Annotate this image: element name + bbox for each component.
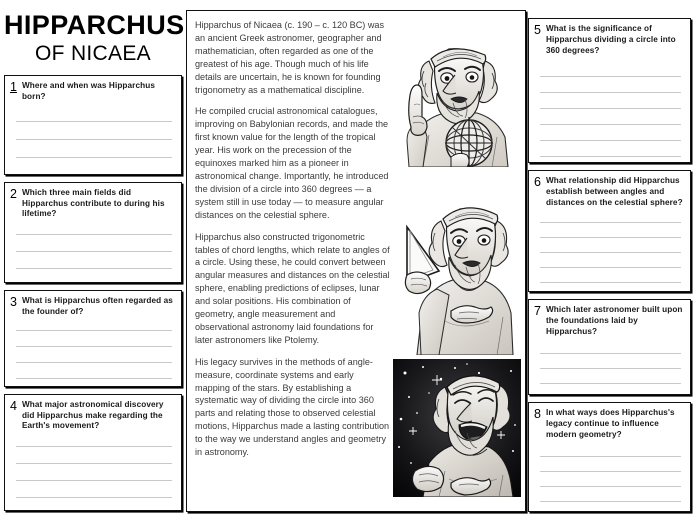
armillary-sphere-figure-icon [393, 17, 521, 167]
right-column [528, 6, 691, 514]
question-3-answer-lines[interactable] [10, 330, 174, 379]
answer-line[interactable] [16, 480, 172, 481]
question-7-text: Which later astronomer built upon the foundations laid by Hipparchus? [545, 305, 683, 336]
answer-line[interactable] [540, 471, 681, 472]
question-box-3[interactable] [4, 290, 182, 387]
question-2-answer-lines[interactable] [10, 234, 174, 283]
question-6-answer-lines[interactable] [534, 222, 683, 283]
answer-line[interactable] [16, 157, 172, 158]
answer-line[interactable] [540, 353, 681, 354]
illustration-astronomer-with-armillary-sphere [393, 17, 521, 167]
question-6-number: 6 [534, 175, 541, 189]
answer-line[interactable] [540, 108, 681, 109]
answer-line[interactable] [540, 501, 681, 502]
illustration-column [393, 17, 521, 501]
answer-line[interactable] [16, 139, 172, 140]
question-1-answer-lines[interactable] [10, 121, 174, 174]
answer-line[interactable] [540, 92, 681, 93]
answer-line[interactable] [540, 368, 681, 369]
title-subtitle: OF NICAEA [35, 41, 151, 65]
question-8-number: 8 [534, 407, 541, 421]
title-main: HIPPARCHUS [4, 10, 185, 40]
passage-paragraph-3: Hipparchus also constructed trigonometric tables of chord lengths, which relate to angles of a circle. Using these, he could convert between angular measures and distances on the celestial sphere, enabling predictions of eclipses, lunar and solar positions. His combination of geometry, angle measurement and observational astronomy laid foundations for later astronomers like Ptolemy. [195, 231, 390, 345]
question-3-text: What is Hipparchus often regarded as the founder of? [21, 295, 173, 316]
answer-line[interactable] [540, 267, 681, 268]
answer-line[interactable] [540, 237, 681, 238]
answer-line[interactable] [540, 282, 681, 283]
question-box-4[interactable] [4, 394, 182, 511]
answer-line[interactable] [16, 121, 172, 122]
answer-line[interactable] [540, 222, 681, 223]
question-8-header [534, 408, 683, 440]
answer-line[interactable] [16, 268, 172, 269]
passage-paragraph-4: His legacy survives in the methods of angle-measure, coordinate systems and early mapping of the stars. By establishing a systematic way of dividing the circle into 360 parts and relating those to observed celestial motions, Hipparchus made a lasting contribution to the way we understand angles and geometry in astronomy. [195, 356, 390, 458]
answer-line[interactable] [16, 346, 172, 347]
question-8-text: In what ways does Hipparchus's legacy continue to influence modern geometry? [545, 408, 675, 439]
page-title [4, 6, 185, 66]
question-box-7[interactable] [528, 299, 691, 395]
question-2-header [10, 188, 174, 220]
answer-line[interactable] [16, 463, 172, 464]
question-1-header [10, 81, 174, 103]
answer-line[interactable] [16, 251, 172, 252]
question-4-answer-lines[interactable] [10, 446, 174, 498]
passage-paragraph-1: Hipparchus of Nicaea (c. 190 – c. 120 BC) was an ancient Greek astronomer, geographer and mathematician, often regarded as one of the greatest of his age. Though much of his life details are uncertain, he is known for founding trigonometry as a mathematical discipline. [195, 20, 385, 95]
question-7-answer-lines[interactable] [534, 353, 683, 395]
question-box-8[interactable] [528, 402, 691, 512]
answer-line[interactable] [540, 252, 681, 253]
illustration-astronomer-laughing-under-stars [393, 359, 521, 497]
question-box-2[interactable] [4, 182, 182, 283]
question-7-number: 7 [534, 304, 541, 318]
question-6-header [534, 176, 683, 208]
triangle-figure-icon [393, 171, 521, 355]
question-2-text: Which three main fields did Hipparchus contribute to during his lifetime? [21, 187, 165, 219]
answer-line[interactable] [16, 362, 172, 363]
answer-line[interactable] [16, 234, 172, 235]
answer-line[interactable] [540, 124, 681, 125]
answer-line[interactable] [16, 378, 172, 379]
answer-line[interactable] [540, 456, 681, 457]
question-4-number: 4 [10, 398, 17, 413]
illustration-astronomer-with-triangle [393, 171, 521, 355]
passage-text [195, 19, 391, 505]
question-7-header [534, 305, 683, 337]
question-5-answer-lines[interactable] [534, 76, 683, 163]
question-1-number: 1 [10, 79, 17, 94]
answer-line[interactable] [16, 497, 172, 498]
question-box-5[interactable] [528, 18, 691, 163]
starry-night-figure-icon [393, 359, 521, 497]
question-3-header [10, 296, 174, 318]
question-box-6[interactable] [528, 170, 691, 292]
answer-line[interactable] [540, 76, 681, 77]
question-5-text: What is the significance of Hipparchus dividing a circle into 360 degrees? [545, 24, 676, 55]
question-1-text: Where and when was Hipparchus born? [21, 80, 155, 101]
reading-passage-panel [186, 10, 526, 512]
answer-line[interactable] [540, 140, 681, 141]
answer-line[interactable] [540, 383, 681, 384]
question-2-number: 2 [10, 186, 17, 201]
answer-line[interactable] [16, 446, 172, 447]
question-6-text: What relationship did Hipparchus establish between angles and distances on the celestial sphere? [545, 176, 683, 207]
question-5-number: 5 [534, 23, 541, 37]
center-column [186, 10, 526, 512]
question-3-number: 3 [10, 294, 17, 309]
answer-line[interactable] [540, 486, 681, 487]
question-4-header [10, 400, 174, 432]
answer-line[interactable] [540, 156, 681, 157]
answer-line[interactable] [16, 330, 172, 331]
question-5-header [534, 24, 683, 56]
question-box-1[interactable] [4, 75, 182, 175]
left-column [4, 6, 185, 514]
question-8-answer-lines[interactable] [534, 456, 683, 512]
question-4-text: What major astronomical discovery did Hipparchus make regarding the Earth's movement? [21, 399, 164, 431]
passage-paragraph-2: He compiled crucial astronomical catalogues, improving on Babylonian records, and made the first known value for the length of the tropical year. His work on the precession of the equinoxes marked him as a pioneer in astronomical change. Importantly, he introduced the division of a circle into 360 degrees — a system still in use today — to measure angular distances on the celestial sphere. [195, 106, 389, 220]
